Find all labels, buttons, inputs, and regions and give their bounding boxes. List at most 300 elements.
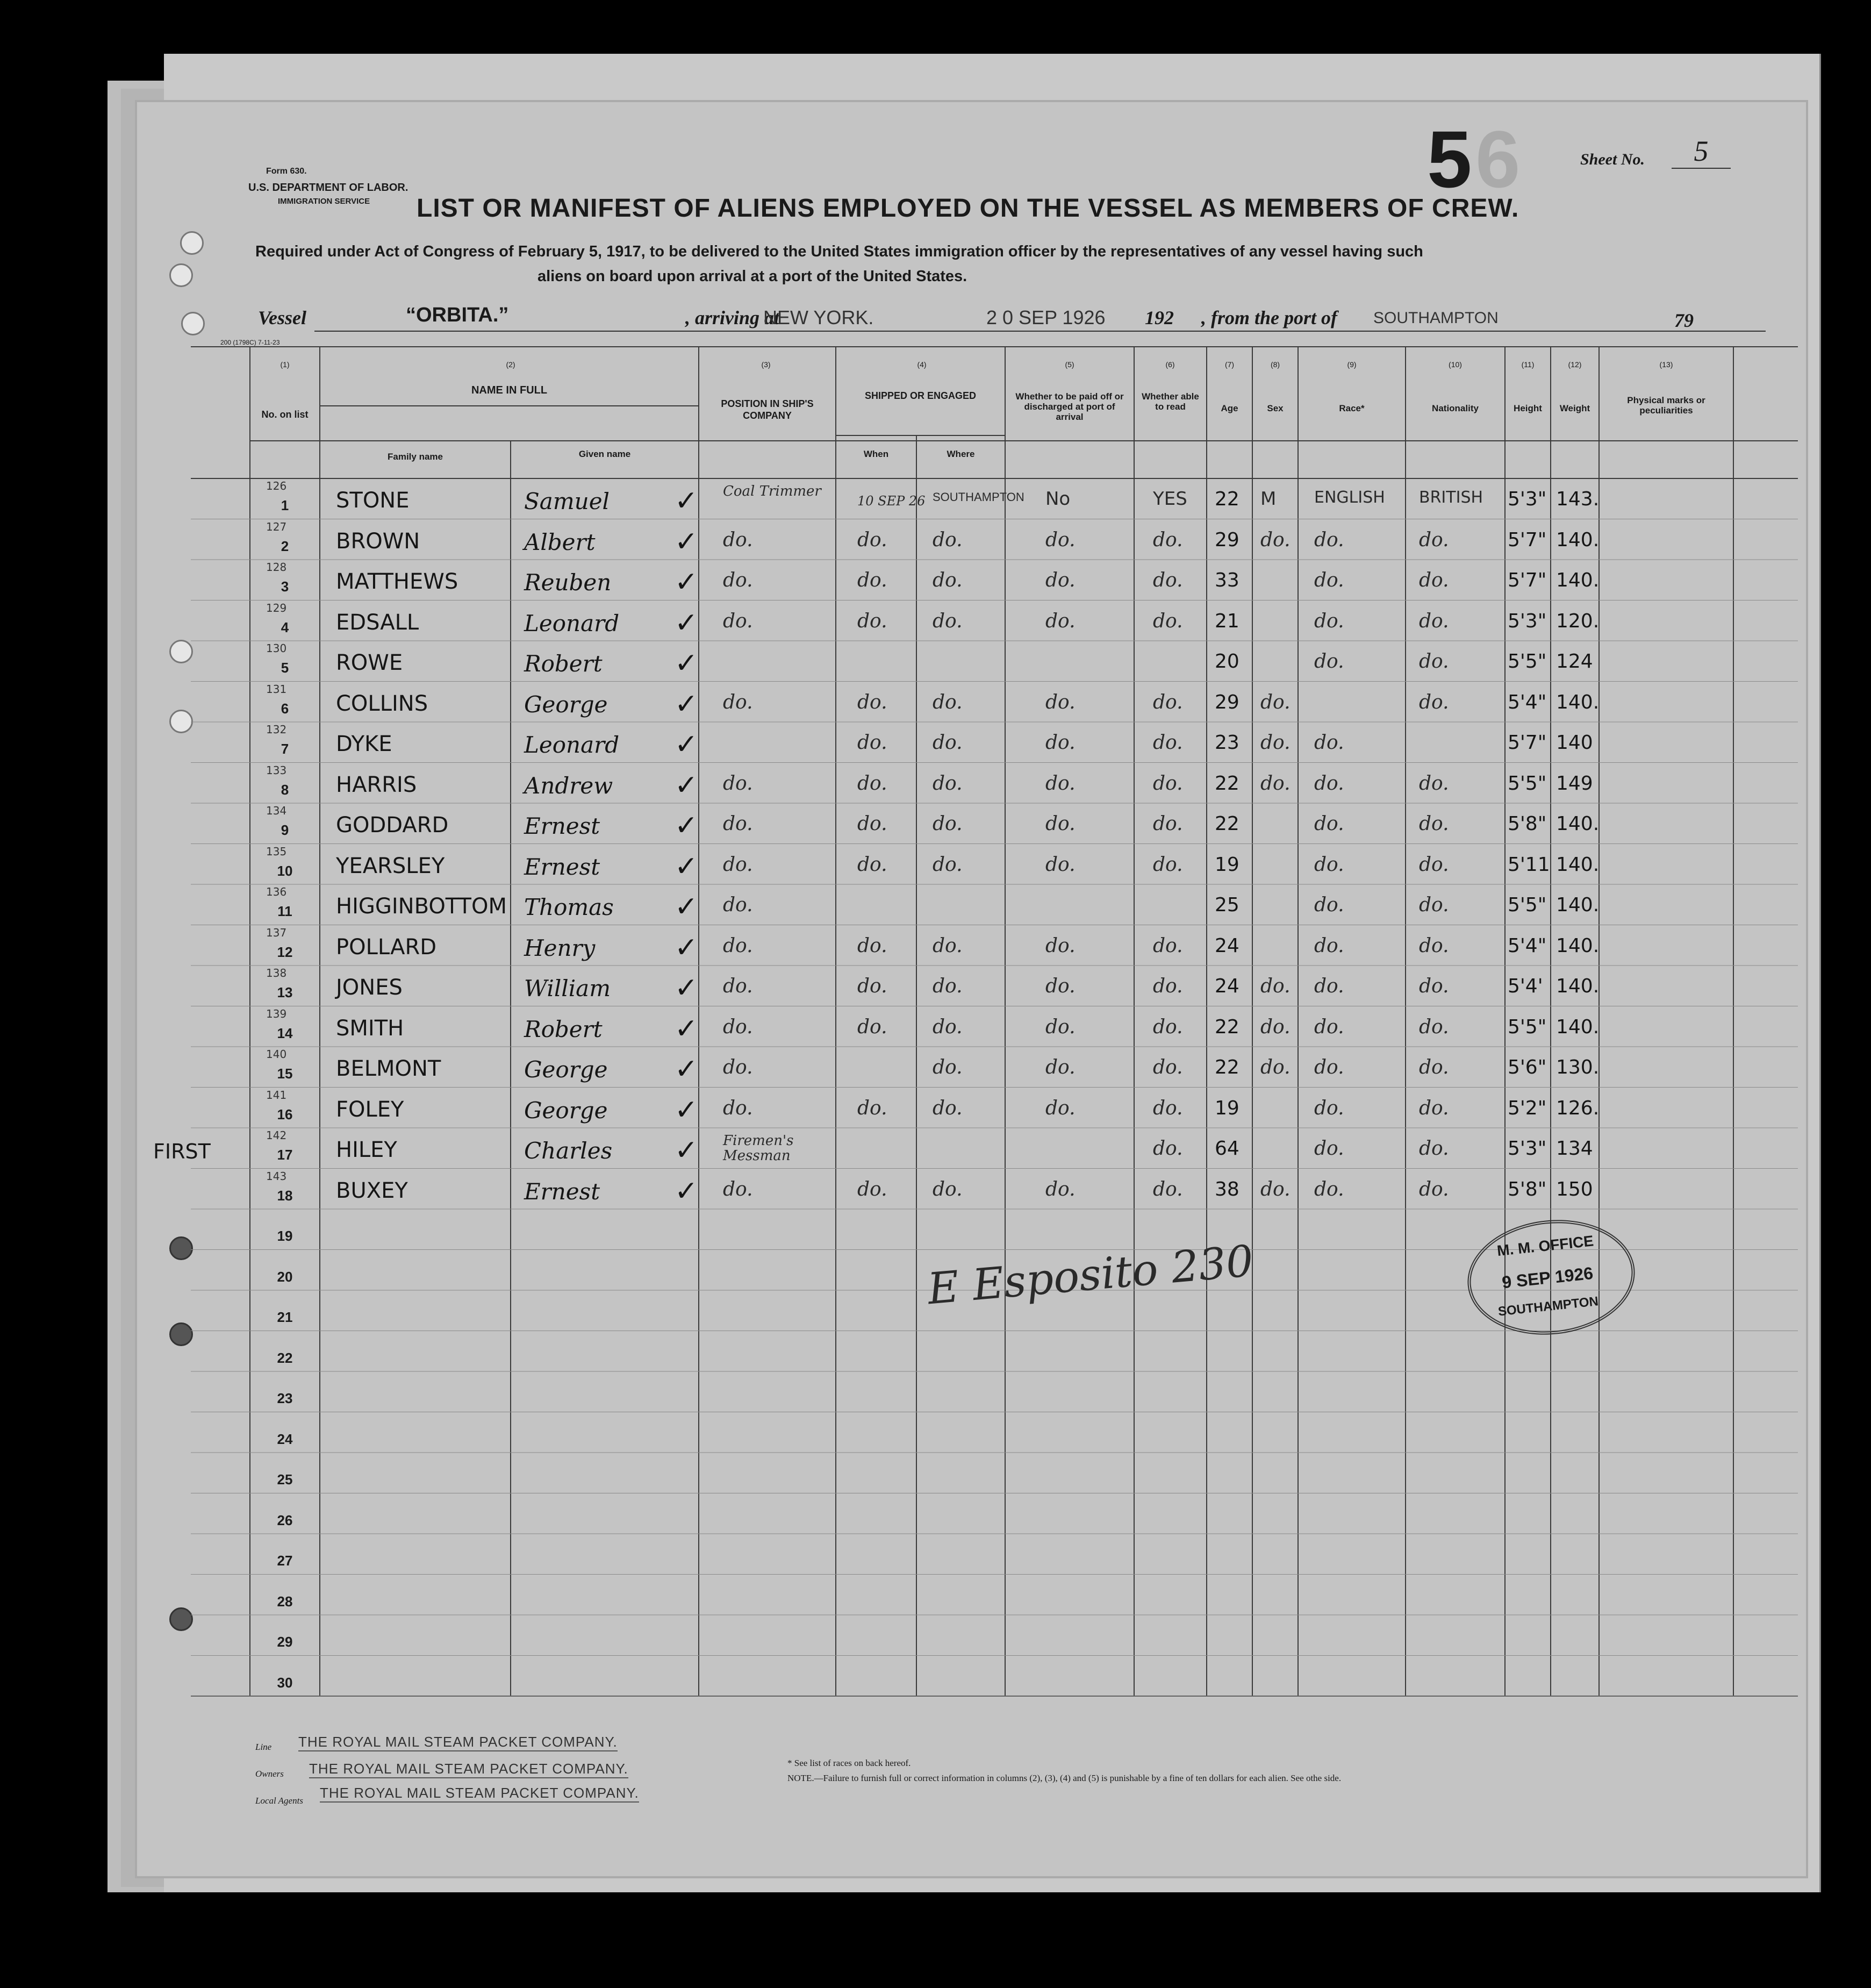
header-given-name: Given name — [578, 449, 631, 459]
footnote-races: * See list of races on back hereof. — [787, 1758, 911, 1768]
checkmark-icon: ✓ — [675, 688, 698, 720]
able-to-read: do. — [1153, 691, 1183, 713]
col-5-number: (5) — [1065, 360, 1074, 369]
height: 5'4" — [1508, 691, 1547, 713]
family-name: POLLARD — [336, 934, 437, 960]
shipped-where: do. — [933, 1097, 963, 1119]
checkmark-icon: ✓ — [675, 728, 698, 761]
row-number: 3 — [281, 578, 289, 595]
checkmark-icon: ✓ — [675, 1134, 698, 1167]
shipped-where: do. — [933, 691, 963, 713]
row-number: 16 — [277, 1106, 293, 1122]
row-number: 10 — [277, 862, 293, 879]
list-index: 143 — [266, 1169, 287, 1183]
given-name: William — [524, 975, 611, 1002]
checkmark-icon: ✓ — [675, 1093, 698, 1126]
checkmark-icon: ✓ — [675, 647, 698, 680]
height: 5'5" — [1508, 894, 1547, 916]
height: 5'7" — [1508, 732, 1547, 754]
given-name: George — [524, 691, 608, 718]
signature: E Esposito 230 — [926, 1235, 1256, 1314]
list-index: 126 — [266, 480, 287, 492]
given-name: Henry — [524, 934, 596, 961]
able-to-read: do. — [1153, 1056, 1183, 1078]
row-number: 17 — [277, 1147, 293, 1163]
header-weight: Weight — [1559, 403, 1590, 413]
given-name: Robert — [524, 1016, 603, 1042]
age: 19 — [1215, 853, 1239, 876]
race: do. — [1314, 569, 1344, 591]
col-11-number: (11) — [1521, 360, 1535, 369]
family-name: HARRIS — [336, 772, 417, 797]
given-name: Albert — [524, 528, 596, 555]
age: 22 — [1215, 813, 1239, 835]
race: do. — [1314, 1016, 1344, 1038]
header-where: Where — [947, 449, 975, 459]
list-index: 130 — [266, 642, 287, 655]
given-name: George — [524, 1056, 608, 1083]
shipped-when: do. — [857, 772, 887, 795]
list-index: 132 — [266, 723, 287, 736]
row-number: 14 — [277, 1025, 293, 1041]
paid-off: do. — [1045, 691, 1076, 713]
empty-row-number: 26 — [277, 1512, 293, 1528]
empty-row-number: 24 — [277, 1431, 293, 1447]
race: do. — [1314, 894, 1344, 916]
height: 5'8" — [1508, 1178, 1547, 1200]
age: 24 — [1215, 934, 1239, 957]
position: do. — [723, 1178, 753, 1200]
able-to-read: do. — [1153, 528, 1183, 551]
footer-line-value: THE ROYAL MAIL STEAM PACKET COMPANY. — [298, 1734, 618, 1751]
paid-off: do. — [1045, 610, 1076, 632]
faded-number: 6 — [1475, 114, 1521, 204]
checkmark-icon: ✓ — [675, 485, 698, 517]
weight: 140. — [1556, 528, 1600, 551]
given-name: George — [524, 1097, 608, 1124]
position: do. — [723, 1016, 753, 1038]
age: 25 — [1215, 894, 1239, 916]
nationality: do. — [1419, 813, 1449, 835]
col-6-number: (6) — [1165, 360, 1175, 369]
row-number: 18 — [277, 1187, 293, 1204]
department-name: U.S. DEPARTMENT OF LABOR. — [248, 182, 408, 194]
sex: do. — [1260, 732, 1291, 754]
list-index: 137 — [266, 926, 287, 939]
table-row — [137, 722, 1806, 763]
footnote-penalty: NOTE.—Failure to furnish full or correct information in columns (2), (3), (4) and (5) is punishable by a fine of ten dollars for each alien. See othe side. — [787, 1773, 1342, 1783]
header-paid-off: Whether to be paid off or discharged at port of arrival — [1015, 391, 1124, 422]
col-7-number: (7) — [1224, 360, 1235, 369]
list-index: 131 — [266, 682, 287, 696]
race: do. — [1314, 813, 1344, 835]
table-row — [137, 1088, 1806, 1128]
shipped-when: do. — [857, 934, 887, 957]
height: 5'7" — [1508, 569, 1547, 591]
footer-owners-label: Owners — [255, 1769, 284, 1779]
header-physical-marks: Physical marks or peculiarities — [1627, 395, 1705, 416]
age: 22 — [1215, 1056, 1239, 1078]
weight: 140. — [1556, 1016, 1600, 1038]
sex: do. — [1260, 975, 1291, 997]
empty-row-number: 23 — [277, 1390, 293, 1406]
paid-off: do. — [1045, 853, 1076, 876]
nationality: do. — [1419, 528, 1449, 551]
table-row — [137, 682, 1806, 723]
shipped-when: do. — [857, 1097, 887, 1119]
sheet-number: 5 — [1672, 134, 1731, 169]
given-name: Ernest — [524, 1178, 600, 1205]
height: 5'3" — [1508, 488, 1547, 510]
list-index: 129 — [266, 601, 287, 614]
list-index: 128 — [266, 561, 287, 574]
sex: do. — [1260, 1178, 1291, 1200]
list-index: 134 — [266, 804, 287, 817]
shipped-where: do. — [933, 528, 963, 551]
given-name: Robert — [524, 650, 603, 677]
row-number: 9 — [281, 822, 289, 838]
row-number: 12 — [277, 943, 293, 960]
position: do. — [723, 528, 753, 551]
footer-agents-value: THE ROYAL MAIL STEAM PACKET COMPANY. — [320, 1785, 639, 1803]
race: do. — [1314, 1097, 1344, 1119]
shipped-where: do. — [933, 853, 963, 876]
family-name: BROWN — [336, 528, 420, 554]
checkmark-icon: ✓ — [675, 810, 698, 842]
header-when: When — [863, 449, 889, 459]
shipped-when: do. — [857, 569, 887, 591]
position: do. — [723, 934, 753, 957]
age: 24 — [1215, 975, 1239, 997]
nationality: BRITISH — [1419, 488, 1483, 507]
height: 5'4' — [1508, 975, 1543, 997]
nationality: do. — [1419, 569, 1449, 591]
able-to-read: do. — [1153, 813, 1183, 835]
header-no-on-list: No. on list — [261, 409, 309, 420]
position: do. — [723, 691, 753, 713]
age: 22 — [1215, 1016, 1239, 1038]
margin-note: FIRST — [153, 1140, 211, 1163]
family-name: HILEY — [336, 1138, 397, 1162]
table-row — [137, 600, 1806, 641]
row-number: 7 — [281, 741, 289, 757]
weight: 140. — [1556, 975, 1600, 997]
footer-owners-value: THE ROYAL MAIL STEAM PACKET COMPANY. — [309, 1761, 628, 1778]
race: do. — [1314, 934, 1344, 957]
paid-off: do. — [1045, 569, 1076, 591]
age: 22 — [1215, 772, 1239, 795]
list-index: 133 — [266, 763, 287, 777]
age: 19 — [1215, 1097, 1239, 1119]
page-big-number: 5 — [1427, 114, 1472, 204]
able-to-read: do. — [1153, 975, 1183, 997]
weight: 140. — [1556, 894, 1600, 916]
race: do. — [1314, 772, 1344, 795]
race: do. — [1314, 610, 1344, 632]
paid-off: do. — [1045, 813, 1076, 835]
sex: do. — [1260, 772, 1291, 795]
empty-row-number: 29 — [277, 1634, 293, 1650]
weight: 140. — [1556, 569, 1600, 591]
weight: 140. — [1556, 813, 1600, 835]
nationality: do. — [1419, 853, 1449, 876]
list-index: 136 — [266, 885, 287, 898]
able-to-read: do. — [1153, 772, 1183, 795]
able-to-read: do. — [1153, 1138, 1183, 1160]
shipped-when: 10 SEP 26 — [857, 494, 926, 509]
position: do. — [723, 610, 753, 632]
weight: 130. — [1556, 1056, 1600, 1078]
checkmark-icon: ✓ — [675, 1012, 698, 1045]
paid-off: do. — [1045, 732, 1076, 754]
position: do. — [723, 1097, 753, 1119]
table-row — [137, 478, 1806, 519]
nationality: do. — [1419, 894, 1449, 916]
age: 38 — [1215, 1178, 1239, 1200]
row-number: 15 — [277, 1065, 293, 1082]
checkmark-icon: ✓ — [675, 972, 698, 1004]
shipped-when: do. — [857, 732, 887, 754]
position: do. — [723, 853, 753, 876]
row-number: 2 — [281, 538, 289, 554]
checkmark-icon: ✓ — [675, 1053, 698, 1085]
shipped-when: do. — [857, 975, 887, 997]
shipped-where: do. — [933, 610, 963, 632]
table-row — [137, 925, 1806, 966]
given-name: Charles — [524, 1138, 613, 1164]
weight: 150 — [1556, 1178, 1593, 1200]
checkmark-icon: ✓ — [675, 850, 698, 883]
shipped-where: do. — [933, 813, 963, 835]
print-code: 200 (1798C) 7-11-23 — [220, 339, 280, 346]
shipped-where: do. — [933, 1056, 963, 1078]
table-row — [137, 966, 1806, 1006]
nationality: do. — [1419, 610, 1449, 632]
col-3-number: (3) — [761, 360, 771, 369]
given-name: Andrew — [524, 772, 613, 799]
list-index: 139 — [266, 1007, 287, 1020]
empty-row-number: 27 — [277, 1553, 293, 1569]
arriving-label: , arriving at — [685, 307, 780, 328]
page-reference: 79 — [1674, 310, 1694, 331]
from-port-label: , from the port of — [1201, 307, 1338, 328]
family-name: GODDARD — [336, 813, 449, 838]
age: 21 — [1215, 610, 1239, 632]
position: do. — [723, 894, 753, 916]
shipped-when: do. — [857, 1178, 887, 1200]
weight: 140. — [1556, 691, 1600, 713]
list-index: 138 — [266, 967, 287, 979]
checkmark-icon: ✓ — [675, 1175, 698, 1207]
age: 20 — [1215, 650, 1239, 673]
checkmark-icon: ✓ — [675, 931, 698, 964]
empty-row-number: 22 — [277, 1349, 293, 1366]
family-name: YEARSLEY — [336, 853, 445, 878]
row-number: 11 — [277, 903, 292, 919]
col-13-number: (13) — [1659, 360, 1673, 369]
table-row — [137, 1128, 1806, 1169]
row-number: 4 — [281, 619, 289, 635]
given-name: Reuben — [524, 569, 612, 596]
row-number: 5 — [281, 660, 289, 676]
stamp-date: 9 SEP 1926 — [1501, 1263, 1594, 1292]
height: 5'6" — [1508, 1056, 1547, 1078]
manifest-page — [137, 102, 1806, 1876]
weight: 124 — [1556, 650, 1593, 673]
weight: 140. — [1556, 934, 1600, 957]
shipped-where: do. — [933, 772, 963, 795]
shipped-when: do. — [857, 528, 887, 551]
family-name: EDSALL — [336, 610, 419, 635]
table-row — [137, 1006, 1806, 1047]
shipped-when: do. — [857, 691, 887, 713]
sex: do. — [1260, 691, 1291, 713]
list-index: 135 — [266, 845, 287, 858]
arrival-date: 2 0 SEP 1926 — [986, 306, 1106, 328]
shipped-where: SOUTHAMPTON — [933, 490, 1024, 504]
position: Coal Trimmer — [723, 483, 821, 499]
height: 5'5" — [1508, 1016, 1547, 1038]
family-name: FOLEY — [336, 1097, 404, 1122]
row-number: 13 — [277, 984, 293, 1000]
height: 5'5" — [1508, 772, 1547, 795]
stamp-top-text: M. M. OFFICE — [1496, 1232, 1595, 1260]
col-9-number: (9) — [1347, 360, 1357, 369]
weight: 140 — [1556, 732, 1593, 754]
age: 64 — [1215, 1138, 1239, 1160]
row-number: 8 — [281, 781, 289, 798]
weight: 126. — [1556, 1097, 1600, 1119]
form-number: Form 630. — [266, 167, 307, 176]
age: 33 — [1215, 569, 1239, 591]
given-name: Samuel — [524, 488, 610, 514]
shipped-where: do. — [933, 569, 963, 591]
header-shipped: SHIPPED OR ENGAGED — [864, 390, 977, 401]
row-number: 6 — [281, 700, 289, 717]
able-to-read: do. — [1153, 569, 1183, 591]
header-race: Race* — [1339, 403, 1365, 413]
paid-off: No — [1045, 488, 1071, 510]
document-title: LIST OR MANIFEST OF ALIENS EMPLOYED ON THE VESSEL AS MEMBERS OF CREW. — [417, 194, 1519, 223]
empty-row-number: 25 — [277, 1471, 293, 1488]
header-nationality: Nationality — [1432, 403, 1479, 413]
empty-row-number: 28 — [277, 1593, 293, 1610]
list-index: 142 — [266, 1129, 287, 1142]
empty-row-number: 19 — [277, 1228, 293, 1244]
footer-agents-label: Local Agents — [255, 1796, 303, 1806]
checkmark-icon: ✓ — [675, 525, 698, 558]
able-to-read: do. — [1153, 853, 1183, 876]
nationality: do. — [1419, 772, 1449, 795]
col-8-number: (8) — [1270, 360, 1280, 369]
race: do. — [1314, 650, 1344, 673]
shipped-when: do. — [857, 813, 887, 835]
stamp-bottom-text: SOUTHAMPTON — [1497, 1294, 1600, 1319]
col-4-number: (4) — [917, 360, 927, 369]
height: 5'2" — [1508, 1097, 1547, 1119]
year-print: 192 — [1145, 307, 1174, 328]
col-10-number: (10) — [1449, 360, 1462, 369]
able-to-read: do. — [1153, 1178, 1183, 1200]
row-number: 1 — [281, 497, 289, 513]
able-to-read: do. — [1153, 1016, 1183, 1038]
col-2-number: (2) — [506, 360, 515, 369]
weight: 140. — [1556, 853, 1600, 876]
nationality: do. — [1419, 650, 1449, 673]
nationality: do. — [1419, 1138, 1449, 1160]
sheet-label: Sheet No. — [1580, 151, 1645, 168]
family-name: JONES — [336, 975, 403, 1000]
able-to-read: do. — [1153, 610, 1183, 632]
family-name: MATTHEWS — [336, 569, 458, 594]
given-name: Leonard — [524, 732, 620, 758]
sex: do. — [1260, 1016, 1291, 1038]
family-name: HIGGINBOTTOM — [336, 894, 507, 919]
race: do. — [1314, 1056, 1344, 1078]
paid-off: do. — [1045, 934, 1076, 957]
from-port: SOUTHAMPTON — [1373, 309, 1499, 327]
paid-off: do. — [1045, 1178, 1076, 1200]
weight: 120. — [1556, 610, 1600, 632]
checkmark-icon: ✓ — [675, 891, 698, 923]
weight: 149 — [1556, 772, 1593, 795]
arriving-port: NEW YORK. — [763, 306, 874, 328]
family-name: STONE — [336, 488, 410, 513]
nationality: do. — [1419, 934, 1449, 957]
nationality: do. — [1419, 1097, 1449, 1119]
col-12-number: (12) — [1568, 360, 1582, 369]
shipped-where: do. — [933, 1178, 963, 1200]
header-able-to-read: Whether able to read — [1142, 391, 1199, 412]
height: 5'3" — [1508, 610, 1547, 632]
sex: do. — [1260, 1056, 1291, 1078]
paid-off: do. — [1045, 528, 1076, 551]
empty-row-number: 20 — [277, 1268, 293, 1285]
header-sex: Sex — [1267, 403, 1284, 413]
race: do. — [1314, 975, 1344, 997]
table-row — [137, 641, 1806, 682]
family-name: COLLINS — [336, 691, 428, 716]
shipped-when: do. — [857, 1016, 887, 1038]
header-age: Age — [1221, 403, 1238, 413]
list-index: 127 — [266, 520, 287, 533]
nationality: do. — [1419, 691, 1449, 713]
header-position: POSITION IN SHIP'S COMPANY — [721, 398, 814, 421]
race: ENGLISH — [1314, 488, 1385, 507]
able-to-read: do. — [1153, 732, 1183, 754]
age: 29 — [1215, 691, 1239, 713]
sex: M — [1260, 488, 1277, 510]
family-name: BUXEY — [336, 1178, 408, 1203]
table-row — [137, 803, 1806, 844]
age: 29 — [1215, 528, 1239, 551]
nationality: do. — [1419, 1178, 1449, 1200]
age: 22 — [1215, 488, 1239, 510]
table-row — [137, 1169, 1806, 1210]
position: Firemen's Messman — [723, 1133, 794, 1164]
race: do. — [1314, 853, 1344, 876]
family-name: DYKE — [336, 732, 392, 756]
shipped-where: do. — [933, 934, 963, 957]
shipped-when: do. — [857, 853, 887, 876]
table-row — [137, 763, 1806, 804]
sex: do. — [1260, 528, 1291, 551]
height: 5'3" — [1508, 1138, 1547, 1160]
vessel-name: “ORBITA.” — [406, 304, 509, 326]
weight: 143. — [1556, 488, 1600, 510]
height: 5'11 — [1508, 853, 1550, 876]
checkmark-icon: ✓ — [675, 566, 698, 598]
